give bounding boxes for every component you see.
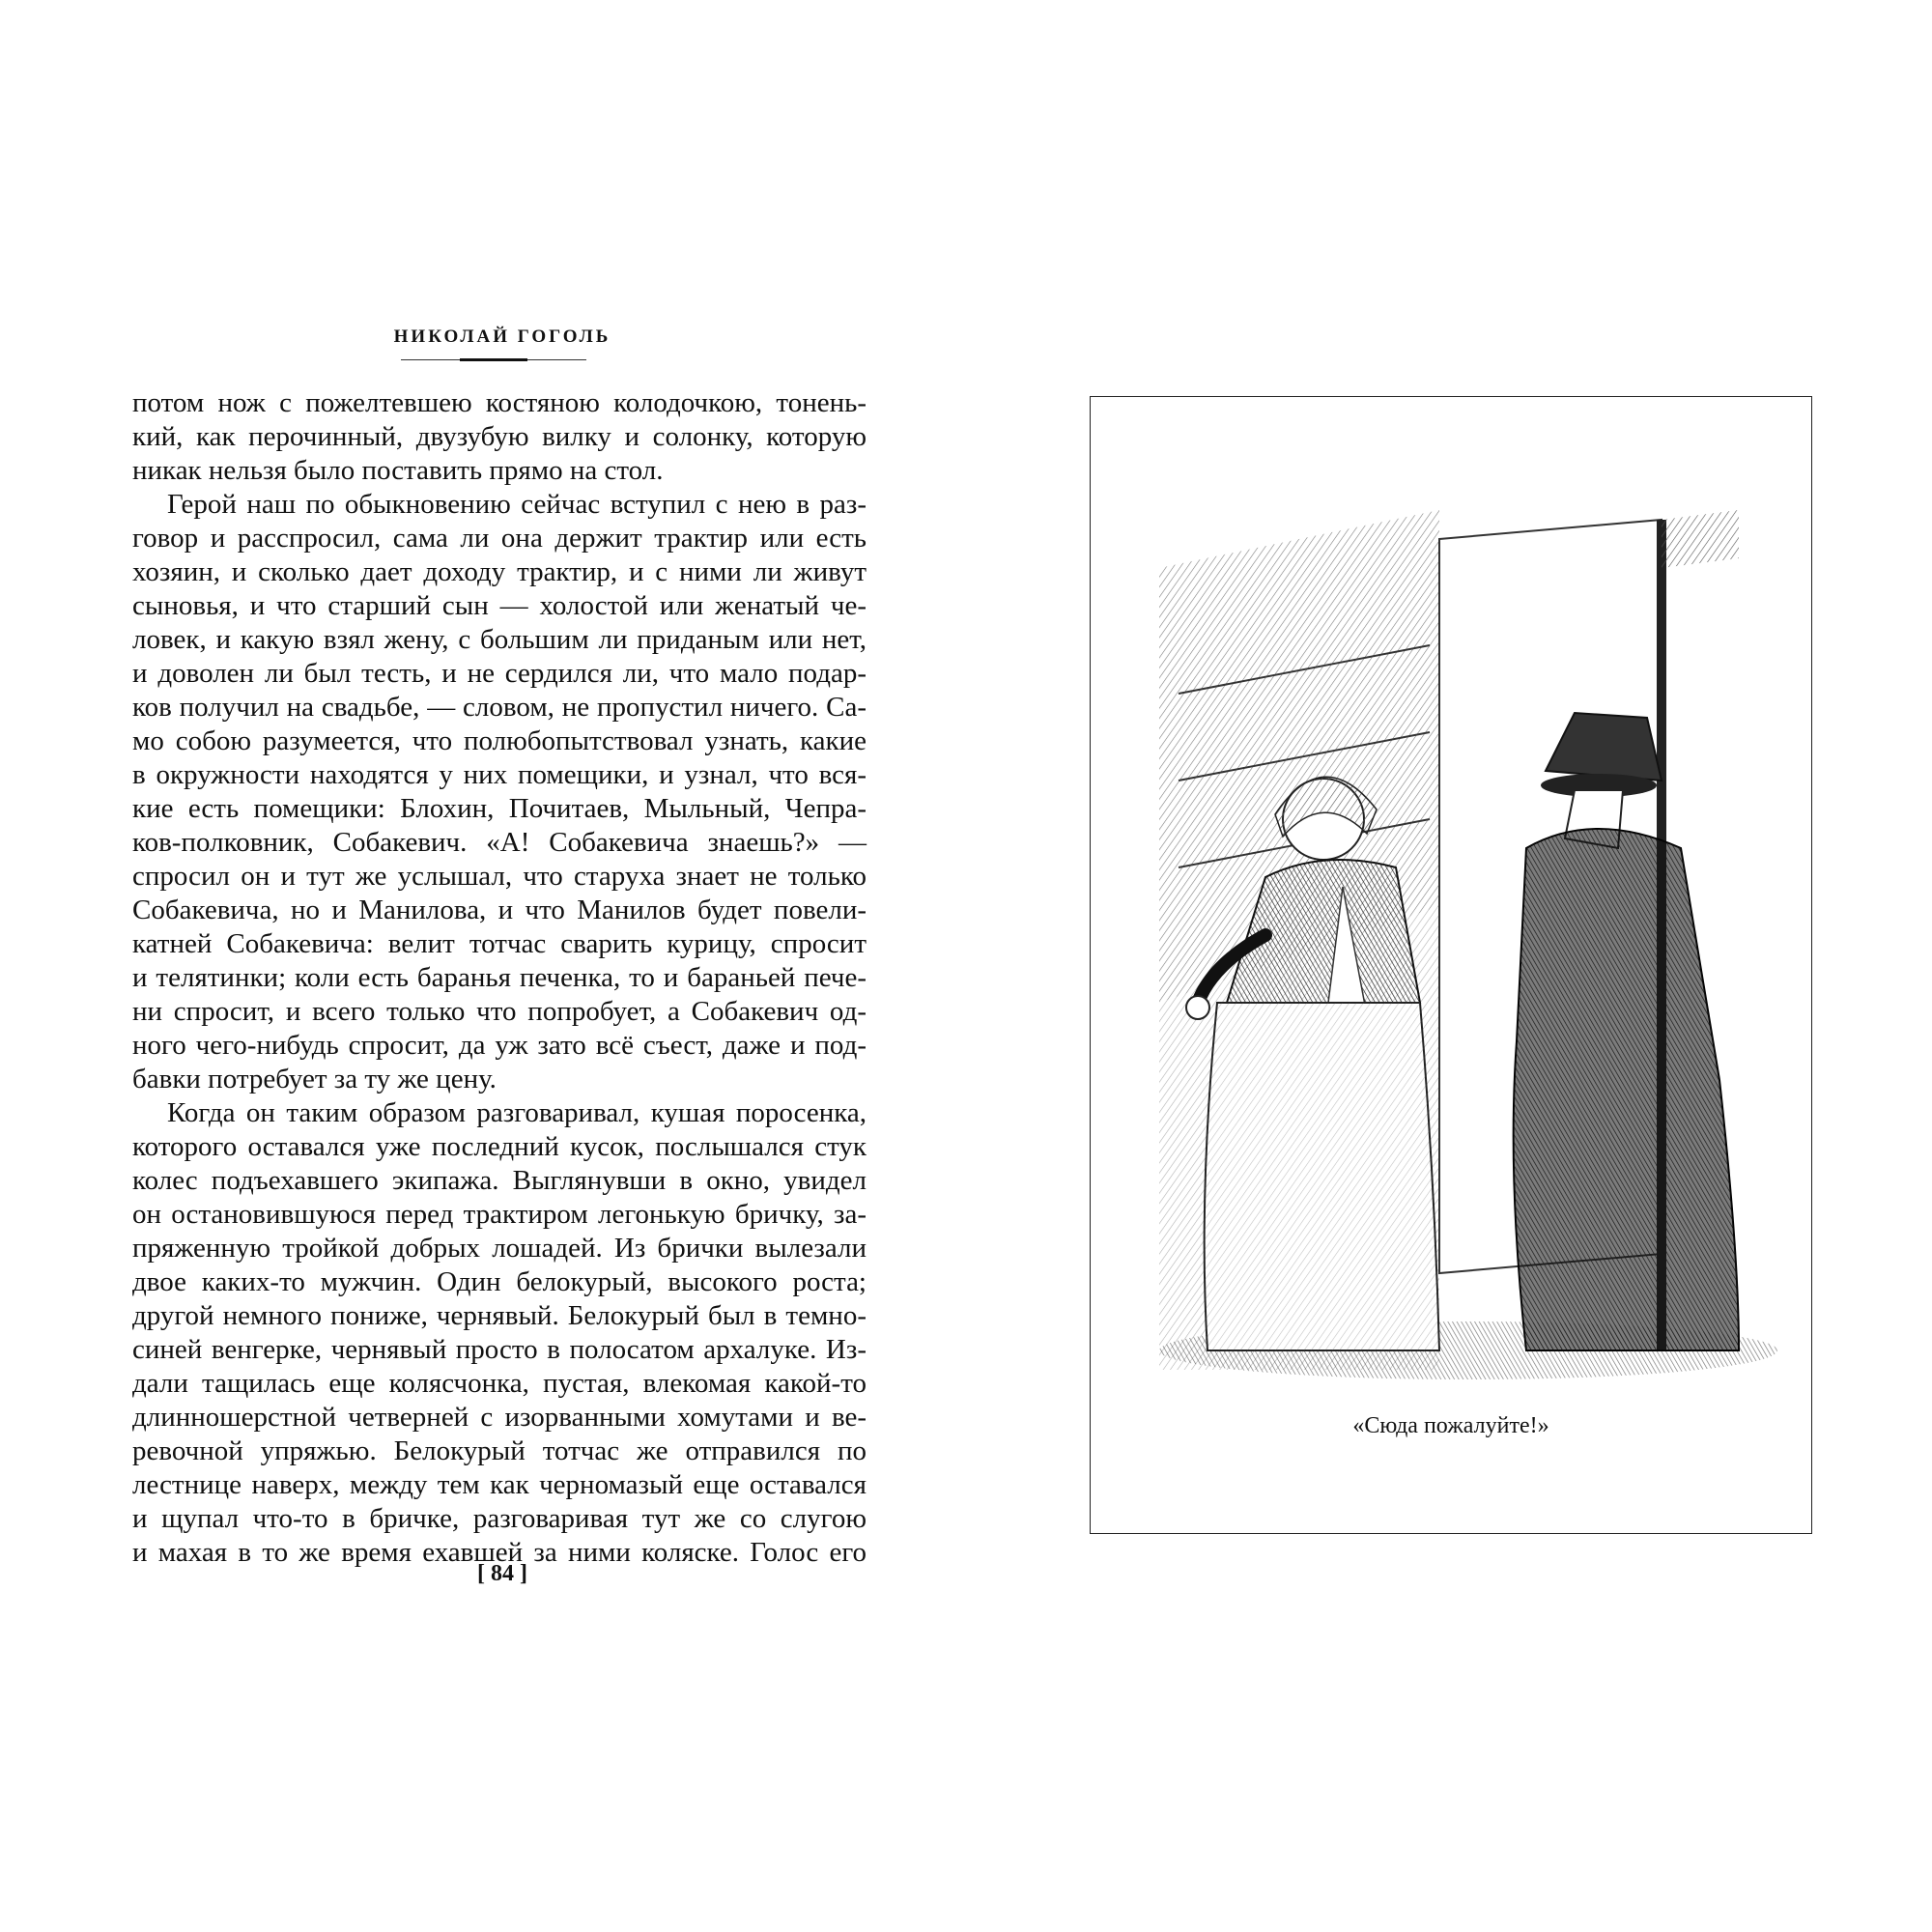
- text-line: ловек, и какую взял жену, с большим ли приданым или нет,: [132, 624, 867, 655]
- text-line: Когда он таким образом разговаривал, кушая поросенка,: [167, 1097, 867, 1128]
- text-line: лестнице наверх, между тем как черномазый еще оставался: [132, 1469, 867, 1500]
- text-line: Герой наш по обыкновению сейчас вступил с нею в раз-: [167, 489, 867, 520]
- text-line: и щупал что-то в бричке, разговаривая тут же со слугою: [132, 1503, 867, 1534]
- illustration-caption: «Сюда пожалуйте!»: [1352, 1413, 1549, 1438]
- body-text: [132, 386, 867, 1570]
- text-line: которого оставался уже последний кусок, послышался стук: [132, 1131, 867, 1162]
- text-line: длинношерстной четверней с изорванными хомутами и ве-: [132, 1402, 867, 1433]
- text-line: потом нож с пожелтевшею костяною колодочкою, тонень-: [132, 387, 867, 418]
- text-line: пряженную тройкой добрых лошадей. Из брички вылезали: [132, 1233, 867, 1264]
- text-line: катней Собакевича: велит тотчас сварить курицу, спросит: [132, 928, 867, 959]
- text-line: спросил он и тут же услышал, что старуха знает не только: [132, 861, 867, 892]
- text-line: и махая в то же время ехавшей за ними коляске. Голос его: [132, 1537, 867, 1568]
- text-line: ни спросит, и всего только что попробует, а Собакевич од-: [132, 996, 867, 1027]
- running-head: НИКОЛАЙ ГОГОЛЬ: [393, 327, 611, 347]
- text-line: хозяин, и сколько дает доходу трактир, и с ними ли живут: [132, 556, 867, 587]
- text-line: и доволен ли был тесть, и не сердился ли, что мало подар-: [132, 658, 867, 689]
- text-line: и телятинки; коли есть баранья печенка, то и бараньей пече-: [132, 962, 867, 993]
- text-line: он остановившуюся перед трактиром легонькую бричку, за-: [132, 1199, 867, 1230]
- page-number: [ 84 ]: [477, 1561, 527, 1586]
- text-line: ков-полковник, Собакевич. «А! Собакевича знаешь?» —: [132, 827, 867, 858]
- text-line: сыновья, и что старший сын — холостой или женатый че-: [132, 590, 867, 621]
- text-line: кий, как перочинный, двузубую вилку и солонку, которую: [132, 421, 867, 452]
- text-line: синей венгерке, чернявый просто в полосатом архалуке. Из-: [132, 1334, 867, 1365]
- engraving-illustration: [1121, 500, 1779, 1414]
- text-line: ревочной упряжью. Белокурый тотчас же отправился по: [132, 1435, 867, 1466]
- text-line: говор и расспросил, сама ли она держит трактир или есть: [132, 523, 867, 554]
- text-line: двое каких-то мужчин. Один белокурый, высокого роста;: [132, 1266, 867, 1297]
- text-line: другой немного пониже, чернявый. Белокурый был в темно-: [132, 1300, 867, 1331]
- text-line: ного чего-нибудь спросит, да уж зато всё съест, даже и под-: [132, 1030, 867, 1061]
- text-line: колес подъехавшего экипажа. Выглянувши в окно, увидел: [132, 1165, 867, 1196]
- text-line: мо собою разумеется, что полюбопытствовал узнать, какие: [132, 725, 867, 756]
- text-line: ков получил на свадьбе, — словом, не пропустил ничего. Са-: [132, 692, 867, 723]
- head-rule-ornament: [460, 358, 527, 361]
- text-line: бавки потребует за ту же цену.: [132, 1064, 497, 1094]
- text-line: Собакевича, но и Манилова, и что Манилов будет повели-: [132, 895, 867, 925]
- text-line: никак нельзя было поставить прямо на стол.: [132, 455, 664, 486]
- text-line: в окружности находятся у них помещики, и узнал, что вся-: [132, 759, 867, 790]
- text-line: дали тащилась еще колясчонка, пустая, влекомая какой-то: [132, 1368, 867, 1399]
- text-line: кие есть помещики: Блохин, Почитаев, Мыльный, Чепра-: [132, 793, 867, 824]
